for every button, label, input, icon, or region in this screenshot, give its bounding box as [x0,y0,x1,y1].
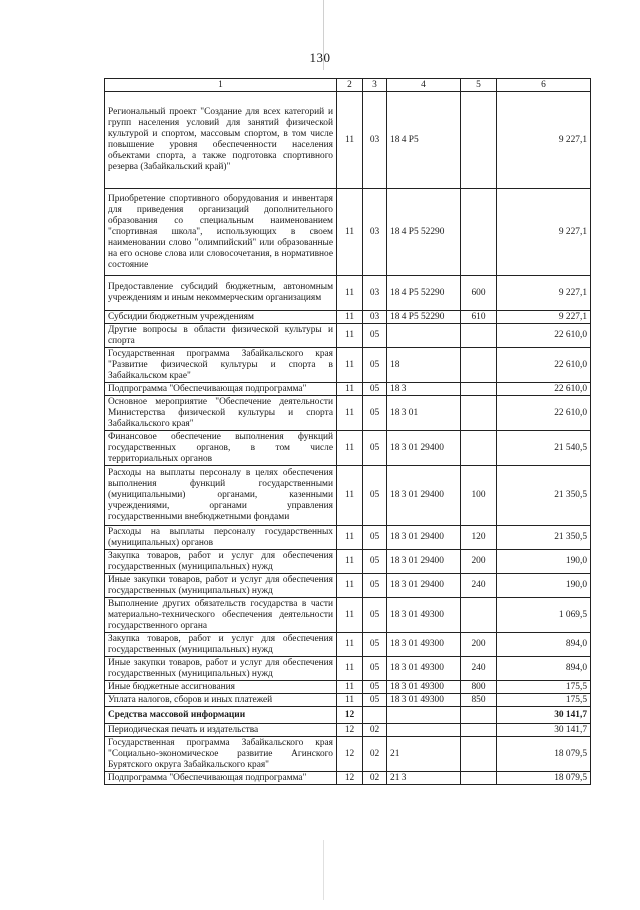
row-subsection: 05 [363,383,387,396]
row-description: Иные бюджетные ассигнования [105,681,337,694]
row-description: Иные закупки товаров, работ и услуг для обеспечения государственных (муниципальных) нужд [105,657,337,681]
row-subsection: 05 [363,550,387,574]
row-amount: 1 069,5 [497,598,591,633]
row-amount: 190,0 [497,550,591,574]
row-amount: 30 141,7 [497,724,591,737]
row-section: 11 [337,348,363,383]
row-subsection: 02 [363,772,387,785]
row-target-code: 21 3 [387,772,461,785]
row-section: 11 [337,550,363,574]
table-row [105,681,591,694]
row-description: Периодическая печать и издательства [105,724,337,737]
row-subsection: 05 [363,348,387,383]
row-expense-type [461,598,497,633]
row-expense-type [461,431,497,466]
table-row [105,348,591,383]
row-target-code: 18 3 01 29400 [387,526,461,550]
row-expense-type: 610 [461,311,497,324]
row-subsection: 05 [363,598,387,633]
row-target-code: 18 4 P5 52290 [387,276,461,311]
row-amount: 894,0 [497,633,591,657]
row-description: Подпрограмма "Обеспечивающая подпрограмма" [105,772,337,785]
row-expense-type: 120 [461,526,497,550]
row-section: 11 [337,383,363,396]
row-description: Расходы на выплаты персоналу в целях обеспечения выполнения функций государственными (муниципальными) органами, казенными учреждениями, органами управления государственными внебюджетными фондами [105,466,337,526]
header-col-4: 4 [387,79,461,92]
row-amount: 21 350,5 [497,526,591,550]
row-section: 12 [337,772,363,785]
table-row [105,311,591,324]
row-target-code: 18 3 01 49300 [387,681,461,694]
row-description: Средства массовой информации [105,707,337,724]
table-row [105,92,591,189]
table-row [105,737,591,772]
table-row [105,189,591,276]
row-amount: 9 227,1 [497,189,591,276]
row-expense-type: 850 [461,694,497,707]
row-target-code: 18 3 01 29400 [387,550,461,574]
row-subsection: 05 [363,657,387,681]
row-amount: 22 610,0 [497,324,591,348]
table-row [105,633,591,657]
table-row [105,383,591,396]
row-subsection [363,707,387,724]
row-section: 11 [337,574,363,598]
row-description: Основное мероприятие "Обеспечение деятельности Министерства физической культуры и спорта Забайкальского края" [105,396,337,431]
header-col-1: 1 [105,79,337,92]
header-col-3: 3 [363,79,387,92]
row-amount: 22 610,0 [497,383,591,396]
row-section: 11 [337,311,363,324]
row-subsection: 05 [363,324,387,348]
row-target-code: 18 4 P5 [387,92,461,189]
table-row [105,772,591,785]
table-row [105,657,591,681]
row-subsection: 05 [363,574,387,598]
row-description: Уплата налогов, сборов и иных платежей [105,694,337,707]
table-row [105,707,591,724]
row-expense-type: 800 [461,681,497,694]
row-amount: 175,5 [497,694,591,707]
row-section: 12 [337,724,363,737]
row-section: 11 [337,276,363,311]
row-section: 11 [337,466,363,526]
row-description: Государственная программа Забайкальского края "Социально-экономическое развитие Агинского Бурятского округа Забайкальского края" [105,737,337,772]
row-amount: 9 227,1 [497,92,591,189]
row-expense-type [461,707,497,724]
table-row [105,724,591,737]
row-target-code: 18 4 P5 52290 [387,189,461,276]
row-expense-type [461,348,497,383]
row-section: 11 [337,189,363,276]
row-subsection: 05 [363,396,387,431]
row-target-code: 18 3 01 29400 [387,466,461,526]
row-expense-type: 200 [461,550,497,574]
row-expense-type [461,772,497,785]
row-section: 11 [337,681,363,694]
row-expense-type [461,92,497,189]
row-amount: 175,5 [497,681,591,694]
table-row [105,396,591,431]
row-target-code: 21 [387,737,461,772]
row-target-code [387,707,461,724]
row-expense-type [461,383,497,396]
table-row [105,431,591,466]
row-expense-type: 200 [461,633,497,657]
row-expense-type: 100 [461,466,497,526]
row-expense-type: 240 [461,657,497,681]
row-subsection: 05 [363,466,387,526]
page-number: 130 [309,50,331,65]
row-subsection: 03 [363,276,387,311]
row-section: 12 [337,707,363,724]
table-row [105,574,591,598]
row-target-code: 18 3 01 29400 [387,431,461,466]
row-amount: 894,0 [497,657,591,681]
row-subsection: 03 [363,92,387,189]
row-section: 11 [337,92,363,189]
row-amount: 30 141,7 [497,707,591,724]
table-row [105,324,591,348]
row-target-code: 18 4 P5 52290 [387,311,461,324]
table-row [105,598,591,633]
budget-table [104,78,591,785]
row-amount: 22 610,0 [497,348,591,383]
row-expense-type [461,189,497,276]
row-description: Государственная программа Забайкальского края "Развитие физической культуры и спорта в Забайкальском крае" [105,348,337,383]
row-subsection: 05 [363,633,387,657]
row-expense-type [461,324,497,348]
row-amount: 22 610,0 [497,396,591,431]
row-subsection: 05 [363,681,387,694]
row-section: 11 [337,324,363,348]
row-subsection: 03 [363,189,387,276]
row-section: 11 [337,633,363,657]
row-target-code: 18 3 01 [387,396,461,431]
row-subsection: 02 [363,724,387,737]
row-description: Субсидии бюджетным учреждениям [105,311,337,324]
row-target-code: 18 3 01 49300 [387,694,461,707]
row-description: Закупка товаров, работ и услуг для обеспечения государственных (муниципальных) нужд [105,550,337,574]
row-description: Выполнение других обязательств государства в части материально-технического обеспечения деятельности государственного органа [105,598,337,633]
row-target-code: 18 3 [387,383,461,396]
row-description: Иные закупки товаров, работ и услуг для обеспечения государственных (муниципальных) нужд [105,574,337,598]
row-target-code [387,324,461,348]
row-expense-type: 600 [461,276,497,311]
row-description: Финансовое обеспечение выполнения функций государственных органов, в том числе территориальных органов [105,431,337,466]
row-subsection: 03 [363,311,387,324]
row-description: Приобретение спортивного оборудования и инвентаря для приведения организаций дополнительного образования со специальным наименованием "спортивная школа", использующих в своем наименовании слово "олимпийский" или образованные на его основе слова или словосочетания, в нормативное состояние [105,189,337,276]
row-expense-type: 240 [461,574,497,598]
row-expense-type [461,724,497,737]
header-col-5: 5 [461,79,497,92]
header-row [105,79,591,92]
header-col-6: 6 [497,79,591,92]
table-row [105,694,591,707]
row-amount: 9 227,1 [497,311,591,324]
row-subsection: 05 [363,431,387,466]
table-row [105,466,591,526]
row-description: Подпрограмма "Обеспечивающая подпрограмма" [105,383,337,396]
row-amount: 9 227,1 [497,276,591,311]
row-section: 11 [337,431,363,466]
row-section: 11 [337,657,363,681]
row-expense-type [461,737,497,772]
row-section: 11 [337,526,363,550]
row-target-code: 18 [387,348,461,383]
row-section: 11 [337,598,363,633]
row-amount: 18 079,5 [497,737,591,772]
row-target-code: 18 3 01 29400 [387,574,461,598]
page-fold-line-bottom [323,840,324,900]
row-description: Региональный проект "Создание для всех категорий и групп населения условий для занятий физической культурой и спортом, массовым спортом, в том числе повышение уровня обеспеченности населения объектами спорта, а также подготовка спортивного резерва (Забайкальский край)" [105,92,337,189]
table-row [105,550,591,574]
row-section: 11 [337,396,363,431]
table-row [105,526,591,550]
row-section: 12 [337,737,363,772]
table-body [105,92,591,785]
row-description: Другие вопросы в области физической культуры и спорта [105,324,337,348]
row-target-code [387,724,461,737]
row-amount: 21 350,5 [497,466,591,526]
row-amount: 18 079,5 [497,772,591,785]
row-amount: 190,0 [497,574,591,598]
row-expense-type [461,396,497,431]
row-target-code: 18 3 01 49300 [387,598,461,633]
row-description: Предоставление субсидий бюджетным, автономным учреждениям и иным некоммерческим организациям [105,276,337,311]
row-subsection: 02 [363,737,387,772]
row-amount: 21 540,5 [497,431,591,466]
row-subsection: 05 [363,694,387,707]
table-row [105,276,591,311]
row-target-code: 18 3 01 49300 [387,657,461,681]
row-description: Расходы на выплаты персоналу государственных (муниципальных) органов [105,526,337,550]
row-subsection: 05 [363,526,387,550]
row-description: Закупка товаров, работ и услуг для обеспечения государственных (муниципальных) нужд [105,633,337,657]
row-target-code: 18 3 01 49300 [387,633,461,657]
row-section: 11 [337,694,363,707]
header-col-2: 2 [337,79,363,92]
